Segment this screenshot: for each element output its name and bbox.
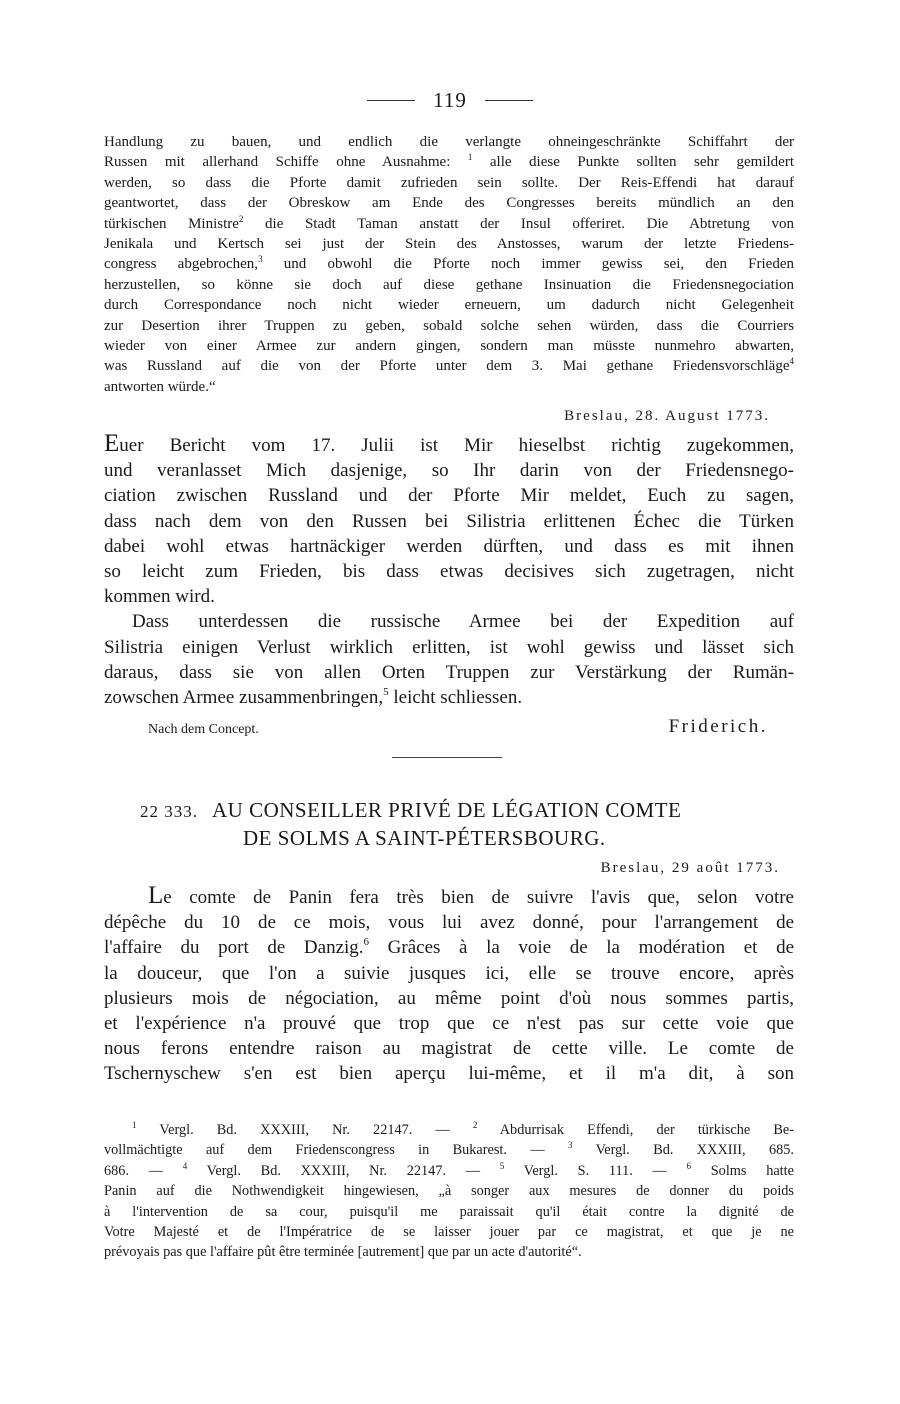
footnote-line: vollmächtigte auf dem Friedenscongress in Bukarest. — $^3$ Vergl. Bd. XXXIII, 685. [104, 1140, 794, 1159]
footnote-line: prévoyais pas que l'affaire pût être terminée [autrement] que par un acte d'autorité“. [104, 1244, 582, 1261]
footnote-line: $^1$ Vergl. Bd. XXXIII, Nr. 22147. — $^2$ Abdurrisak Effendi, der türkische Be- [132, 1120, 794, 1138]
text-line: wieder von einer Armee zur andern gingen, sondern man müsste nunmehro abwarten, [104, 338, 794, 355]
footnote-number: 5 [499, 1160, 505, 1171]
text-line: geantwortet, dass der Obreskow am Ende des Congresses bereits mündlich an den [104, 195, 794, 212]
letter2-body [104, 883, 794, 1087]
letter1-body [104, 431, 794, 710]
text-line: herzustellen, so könne sie doch auf diese gethane Insinuation die Friedensnegociation [104, 276, 794, 293]
text-line: nous ferons entendre raison au magistrat de cette ville. Le comte de [104, 1038, 794, 1060]
text-line: kommen wird. [104, 586, 215, 608]
page-number: 119 [433, 88, 467, 112]
text-line: Handlung zu bauen, und endlich die verlangte ohneingeschränkte Schiffahrt der [104, 134, 794, 150]
footnote-line: Panin auf die Nothwendigkeit hingewiesen, „à songer aux mesures de donner du poids [104, 1183, 794, 1200]
quoted-report-block [104, 132, 794, 397]
footnote-number: 6 [686, 1160, 692, 1171]
text-line: zur Desertion ihrer Truppen zu geben, sobald solche sehen würden, dass die Courriers [104, 317, 794, 334]
header-rule-right [485, 100, 533, 101]
letter1-place-date: Breslau, 28. August 1773. [564, 408, 770, 424]
footnote-number: 3 [567, 1140, 573, 1151]
text-line: ciation zwischen Russland und der Pforte Mir meldet, Euch zu sagen, [104, 485, 794, 507]
page-header [0, 88, 900, 113]
text-line: dabei wohl etwas hartnäckiger werden dürften, und dass es mit ihnen [104, 535, 794, 557]
text-line: daraus, dass sie von allen Orten Truppen zur Verstärkung der Rumän- [104, 661, 794, 683]
footnote-number: 4 [182, 1160, 188, 1171]
text-line: und veranlasset Mich dasjenige, so Ihr darin von der Friedensnego- [104, 460, 794, 482]
footnotes [104, 1120, 794, 1263]
header-rule-left [367, 100, 415, 101]
text-line: Dass unterdessen die russische Armee bei der Expedition auf [132, 611, 794, 633]
source-note: Nach dem Concept. [148, 722, 259, 737]
footnote-line: 686. — $^4$ Vergl. Bd. XXXIII, Nr. 22147. — $^5$ Vergl. S. 111. — $^6$ Solms hatte [104, 1160, 794, 1179]
text-line: durch Correspondance noch nicht wieder erneuern, um dadurch nicht Gelegenheit [104, 297, 794, 314]
text-line: Jenikala und Kertsch sei just der Stein des Anstosses, warum der letzte Friedens- [104, 236, 794, 253]
letter-title-line2: DE SOLMS A SAINT-PÉTERSBOURG. [243, 826, 606, 850]
signature: Friderich. [668, 716, 768, 737]
text-line: Euer Bericht vom 17. Julii ist Mir hieselbst richtig zugekommen, [104, 430, 794, 457]
text-line: et l'expérience n'a prouvé que trop que ce n'est pas sur cette voie que [104, 1013, 794, 1035]
text-line: antworten würde.“ [104, 378, 216, 395]
footnote-line: Votre Majesté et de l'Impératrice de se laisser jouer par ce magistrat, et que je ne [104, 1224, 794, 1241]
text-line: dépêche du 10 de ce mois, vous lui avez donné, pour l'arrangement de [104, 912, 794, 934]
text-line: was Russland auf die von der Pforte unter dem 3. Mai gethane Friedensvorschläge$^4$ [104, 356, 794, 375]
letter2-heading [140, 797, 780, 852]
footnote-marker: 6 [363, 936, 370, 949]
text-line: werden, so dass die Pforte damit zufrieden sein sollte. Der Reis-Effendi hat darauf [104, 174, 794, 191]
text-line: Le comte de Panin fera très bien de suivre l'avis que, selon votre [148, 882, 794, 909]
letter2-place-date: Breslau, 29 août 1773. [600, 860, 780, 876]
text-line: Silistria einigen Verlust wirklich erlitten, ist wohl gewiss und lässet sich [104, 636, 794, 658]
section-separator [392, 757, 502, 758]
footnote-number: 2 [472, 1120, 478, 1130]
drop-cap: E [104, 430, 120, 457]
text-line: Russen mit allerhand Schiffe ohne Ausnahme: $^1$ alle diese Punkte sollten sehr gemildert [104, 152, 795, 171]
text-line: plusieurs mois de négociation, au même point d'où nous sommes partis, [104, 987, 794, 1009]
text-line: la douceur, que l'on a suivie jusques ici, elle se trouve encore, après [104, 962, 794, 984]
text-line: Tschernyschew s'en est bien aperçu lui-même, et il m'a dit, à son [104, 1063, 794, 1085]
footnote-marker: 3 [258, 254, 263, 265]
text-line: congress abgebrochen,$^3$ und obwohl die Pforte noch immer gewiss sei, den Frieden [104, 254, 794, 273]
letter-number: 22 333. [140, 802, 198, 821]
text-line: so leicht zum Frieden, bis dass etwas decisives sich zugetragen, nicht [104, 561, 794, 583]
footnote-number: 1 [132, 1120, 137, 1130]
drop-cap: L [148, 882, 164, 909]
footnote-marker: 2 [238, 213, 244, 224]
footnote-marker: 5 [383, 686, 389, 699]
footnote-marker: 4 [789, 356, 794, 367]
letter-title-line1: AU CONSEILLER PRIVÉ DE LÉGATION COMTE [212, 798, 682, 822]
text-line: zowschen Armee zusammenbringen,$^5$ leicht schliessen. [104, 686, 523, 709]
text-line: dass nach dem von den Russen bei Silistria erlittenen Échec die Türken [104, 510, 794, 532]
text-line: türkischen Ministre$^2$ die Stadt Taman anstatt der Insul offeriret. Die Abtretung von [104, 213, 794, 232]
footnote-line: à l'intervention de sa cour, puisqu'il me paraissait qu'il était contre la dignité de [104, 1203, 794, 1220]
letter1-closing [148, 716, 768, 738]
footnote-marker: 1 [467, 152, 473, 163]
text-line: l'affaire du port de Danzig.$^6$ Grâces à la voie de la modération et de [104, 936, 795, 959]
